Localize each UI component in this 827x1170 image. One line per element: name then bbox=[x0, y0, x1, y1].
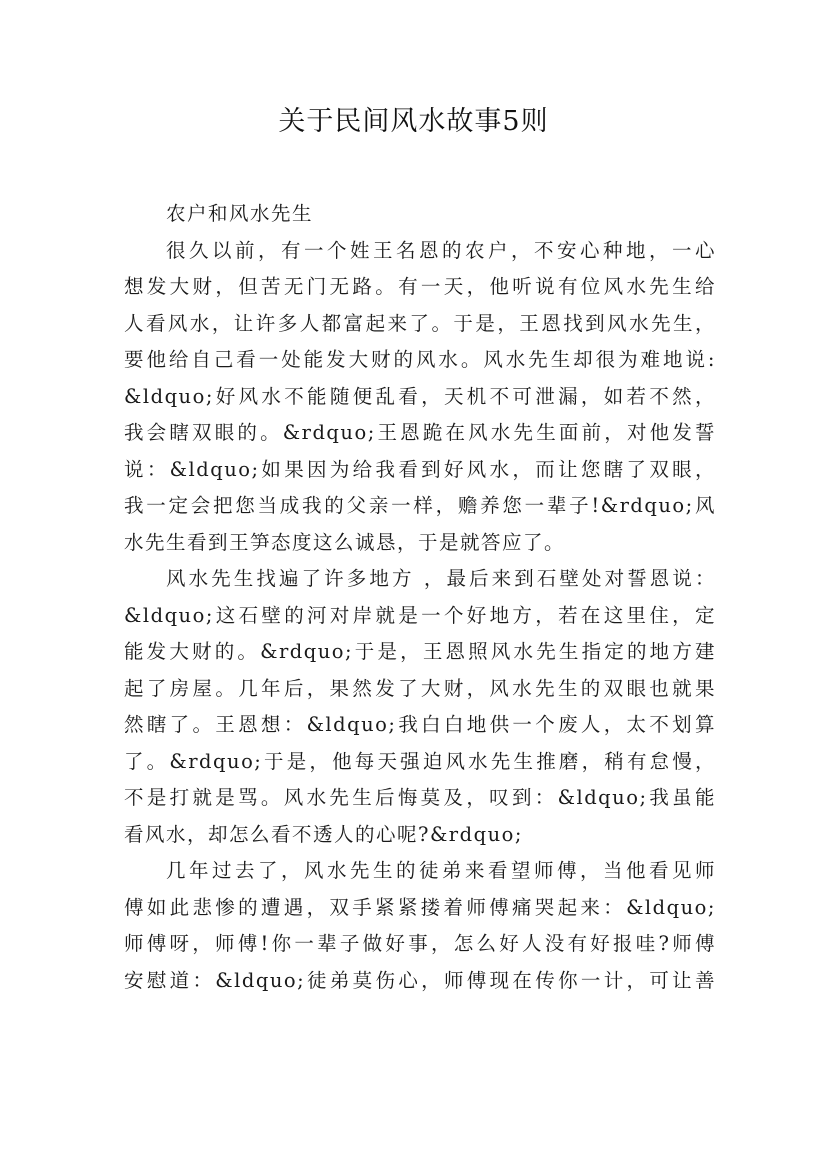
paragraph-line: 几年过去了，风水先生的徒弟来看望师傅，当他看见师 bbox=[166, 859, 716, 882]
document-body bbox=[124, 196, 716, 999]
paragraph-line: 看风水，却怎么看不透人的心呢?&rdquo; bbox=[124, 822, 523, 846]
paragraph-line: 要他给自己看一处能发大财的风水。风水先生却很为难地说: bbox=[124, 348, 716, 371]
paragraph-line: 起了房屋。几年后，果然发了大财，风水先生的双眼也就果 bbox=[124, 676, 716, 700]
paragraph-line: 水先生看到王笋态度这么诚恳，于是就答应了。 bbox=[124, 530, 566, 554]
paragraph-line: 风水先生找遍了许多地方 ，最后来到石壁处对誓恩说： bbox=[166, 567, 716, 590]
paragraph-line: &ldquo;好风水不能随便乱看，天机不可泄漏，如若不然， bbox=[124, 384, 716, 408]
paragraph-line: 安慰道：&ldquo;徒弟莫伤心，师傅现在传你一计，可让善 bbox=[124, 968, 716, 992]
paragraph-line: 说：&ldquo;如果因为给我看到好风水，而让您瞎了双眼， bbox=[124, 457, 716, 481]
section-heading: 农户和风水先生 bbox=[166, 202, 314, 225]
document-title: 关于民间风水故事5则 bbox=[278, 106, 549, 137]
paragraph-line: 很久以前，有一个姓王名恩的农户，不安心种地，一心 bbox=[166, 238, 716, 262]
paragraph-line: 傅如此悲惨的遭遇，双手紧紧搂着师傅痛哭起来：&ldquo; bbox=[124, 895, 716, 919]
paragraph-line: 我会瞎双眼的。&rdquo;王恩跪在风水先生面前，对他发誓 bbox=[124, 421, 716, 444]
paragraph-line: 然瞎了。王恩想：&ldquo;我白白地供一个废人，太不划算 bbox=[124, 713, 716, 736]
paragraph-line: 我一定会把您当成我的父亲一样，赡养您一辈子!&rdquo;风 bbox=[124, 494, 716, 517]
paragraph-line: 人看风水，让许多人都富起来了。于是，王恩找到风水先生， bbox=[124, 311, 716, 335]
paragraph-line: 能发大财的。&rdquo;于是，王恩照风水先生指定的地方建 bbox=[124, 640, 716, 663]
paragraph-line: 了。&rdquo;于是，他每天强迫风水先生推磨，稍有怠慢， bbox=[124, 749, 716, 773]
paragraph-line: 想发大财，但苦无门无路。有一天，他听说有位风水先生给 bbox=[124, 275, 716, 298]
paragraph-line: 师傅呀，师傅!你一辈子做好事，怎么好人没有好报哇?师傅 bbox=[124, 932, 716, 955]
paragraph-line: &ldquo;这石壁的河对岸就是一个好地方，若在这里住，定 bbox=[124, 603, 716, 627]
paragraph-line: 不是打就是骂。风水先生后悔莫及，叹到：&ldquo;我虽能 bbox=[124, 786, 716, 809]
